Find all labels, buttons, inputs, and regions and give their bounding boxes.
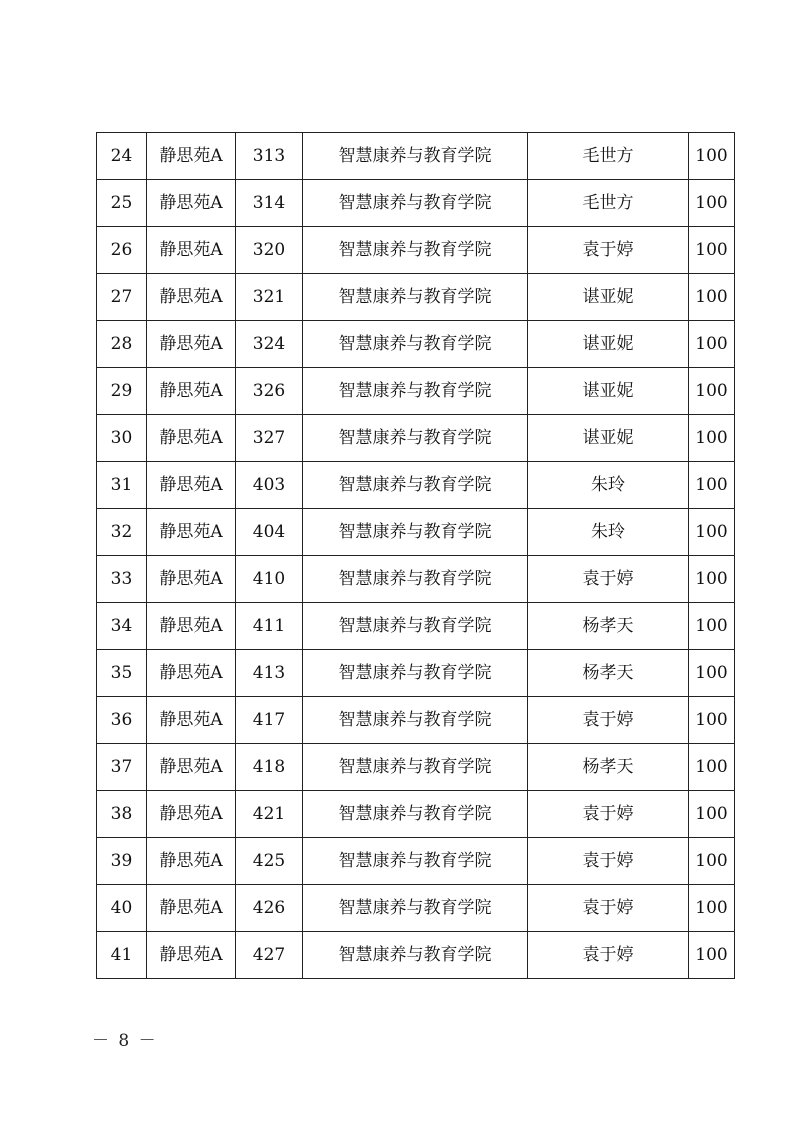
cell-name: 杨孝天 (528, 603, 689, 650)
cell-seq: 38 (97, 791, 147, 838)
table-row (97, 462, 735, 509)
cell-name: 毛世方 (528, 180, 689, 227)
table-row (97, 274, 735, 321)
table-row (97, 650, 735, 697)
cell-score: 100 (689, 603, 735, 650)
cell-building: 静思苑A (147, 462, 236, 509)
table-row (97, 838, 735, 885)
table-row (97, 744, 735, 791)
cell-room: 314 (236, 180, 303, 227)
cell-seq: 30 (97, 415, 147, 462)
cell-room: 426 (236, 885, 303, 932)
cell-score: 100 (689, 744, 735, 791)
cell-score: 100 (689, 509, 735, 556)
cell-name: 袁于婷 (528, 791, 689, 838)
dormitory-score-table (96, 132, 735, 979)
cell-room: 413 (236, 650, 303, 697)
cell-score: 100 (689, 415, 735, 462)
cell-building: 静思苑A (147, 556, 236, 603)
cell-building: 静思苑A (147, 227, 236, 274)
cell-college: 智慧康养与教育学院 (303, 838, 528, 885)
cell-name: 毛世方 (528, 133, 689, 180)
cell-building: 静思苑A (147, 133, 236, 180)
table-row (97, 932, 735, 979)
cell-building: 静思苑A (147, 650, 236, 697)
table-row (97, 321, 735, 368)
cell-seq: 36 (97, 697, 147, 744)
cell-building: 静思苑A (147, 368, 236, 415)
cell-name: 袁于婷 (528, 885, 689, 932)
cell-room: 404 (236, 509, 303, 556)
cell-score: 100 (689, 227, 735, 274)
cell-name: 朱玲 (528, 462, 689, 509)
cell-seq: 37 (97, 744, 147, 791)
cell-seq: 28 (97, 321, 147, 368)
cell-room: 324 (236, 321, 303, 368)
cell-score: 100 (689, 368, 735, 415)
cell-college: 智慧康养与教育学院 (303, 227, 528, 274)
table-row (97, 791, 735, 838)
cell-college: 智慧康养与教育学院 (303, 274, 528, 321)
cell-building: 静思苑A (147, 791, 236, 838)
cell-seq: 33 (97, 556, 147, 603)
cell-room: 427 (236, 932, 303, 979)
cell-seq: 35 (97, 650, 147, 697)
cell-college: 智慧康养与教育学院 (303, 133, 528, 180)
cell-name: 谌亚妮 (528, 321, 689, 368)
table-row (97, 227, 735, 274)
cell-building: 静思苑A (147, 838, 236, 885)
cell-college: 智慧康养与教育学院 (303, 885, 528, 932)
table-row (97, 415, 735, 462)
cell-room: 421 (236, 791, 303, 838)
cell-name: 朱玲 (528, 509, 689, 556)
cell-score: 100 (689, 321, 735, 368)
cell-building: 静思苑A (147, 321, 236, 368)
cell-room: 321 (236, 274, 303, 321)
cell-college: 智慧康养与教育学院 (303, 603, 528, 650)
table-row (97, 133, 735, 180)
cell-score: 100 (689, 462, 735, 509)
cell-room: 403 (236, 462, 303, 509)
cell-college: 智慧康养与教育学院 (303, 509, 528, 556)
cell-college: 智慧康养与教育学院 (303, 697, 528, 744)
cell-seq: 39 (97, 838, 147, 885)
cell-college: 智慧康养与教育学院 (303, 556, 528, 603)
table-row (97, 885, 735, 932)
cell-seq: 29 (97, 368, 147, 415)
cell-room: 326 (236, 368, 303, 415)
cell-room: 417 (236, 697, 303, 744)
cell-seq: 41 (97, 932, 147, 979)
cell-building: 静思苑A (147, 415, 236, 462)
cell-score: 100 (689, 885, 735, 932)
table-row (97, 368, 735, 415)
cell-building: 静思苑A (147, 603, 236, 650)
cell-building: 静思苑A (147, 697, 236, 744)
cell-college: 智慧康养与教育学院 (303, 791, 528, 838)
cell-name: 袁于婷 (528, 932, 689, 979)
cell-building: 静思苑A (147, 744, 236, 791)
cell-seq: 34 (97, 603, 147, 650)
cell-score: 100 (689, 274, 735, 321)
cell-college: 智慧康养与教育学院 (303, 462, 528, 509)
cell-room: 410 (236, 556, 303, 603)
cell-building: 静思苑A (147, 274, 236, 321)
cell-building: 静思苑A (147, 509, 236, 556)
cell-seq: 26 (97, 227, 147, 274)
cell-seq: 32 (97, 509, 147, 556)
cell-college: 智慧康养与教育学院 (303, 650, 528, 697)
cell-college: 智慧康养与教育学院 (303, 744, 528, 791)
cell-building: 静思苑A (147, 932, 236, 979)
cell-score: 100 (689, 180, 735, 227)
cell-seq: 31 (97, 462, 147, 509)
cell-score: 100 (689, 650, 735, 697)
cell-room: 418 (236, 744, 303, 791)
table-row (97, 509, 735, 556)
cell-name: 袁于婷 (528, 227, 689, 274)
cell-name: 杨孝天 (528, 744, 689, 791)
cell-score: 100 (689, 838, 735, 885)
cell-building: 静思苑A (147, 885, 236, 932)
cell-name: 杨孝天 (528, 650, 689, 697)
cell-seq: 24 (97, 133, 147, 180)
cell-score: 100 (689, 556, 735, 603)
cell-score: 100 (689, 932, 735, 979)
table-row (97, 697, 735, 744)
cell-college: 智慧康养与教育学院 (303, 368, 528, 415)
cell-college: 智慧康养与教育学院 (303, 932, 528, 979)
cell-score: 100 (689, 697, 735, 744)
cell-name: 谌亚妮 (528, 368, 689, 415)
table-row (97, 180, 735, 227)
table-row (97, 603, 735, 650)
cell-room: 425 (236, 838, 303, 885)
cell-college: 智慧康养与教育学院 (303, 321, 528, 368)
table-row (97, 556, 735, 603)
cell-name: 袁于婷 (528, 697, 689, 744)
cell-college: 智慧康养与教育学院 (303, 415, 528, 462)
cell-seq: 25 (97, 180, 147, 227)
cell-name: 谌亚妮 (528, 274, 689, 321)
cell-room: 320 (236, 227, 303, 274)
cell-room: 313 (236, 133, 303, 180)
cell-seq: 27 (97, 274, 147, 321)
table-body (97, 133, 735, 979)
cell-name: 袁于婷 (528, 556, 689, 603)
cell-name: 袁于婷 (528, 838, 689, 885)
cell-name: 谌亚妮 (528, 415, 689, 462)
cell-seq: 40 (97, 885, 147, 932)
cell-college: 智慧康养与教育学院 (303, 180, 528, 227)
page-number: － 8 － (92, 1031, 158, 1051)
cell-room: 411 (236, 603, 303, 650)
cell-score: 100 (689, 791, 735, 838)
cell-room: 327 (236, 415, 303, 462)
cell-building: 静思苑A (147, 180, 236, 227)
cell-score: 100 (689, 133, 735, 180)
